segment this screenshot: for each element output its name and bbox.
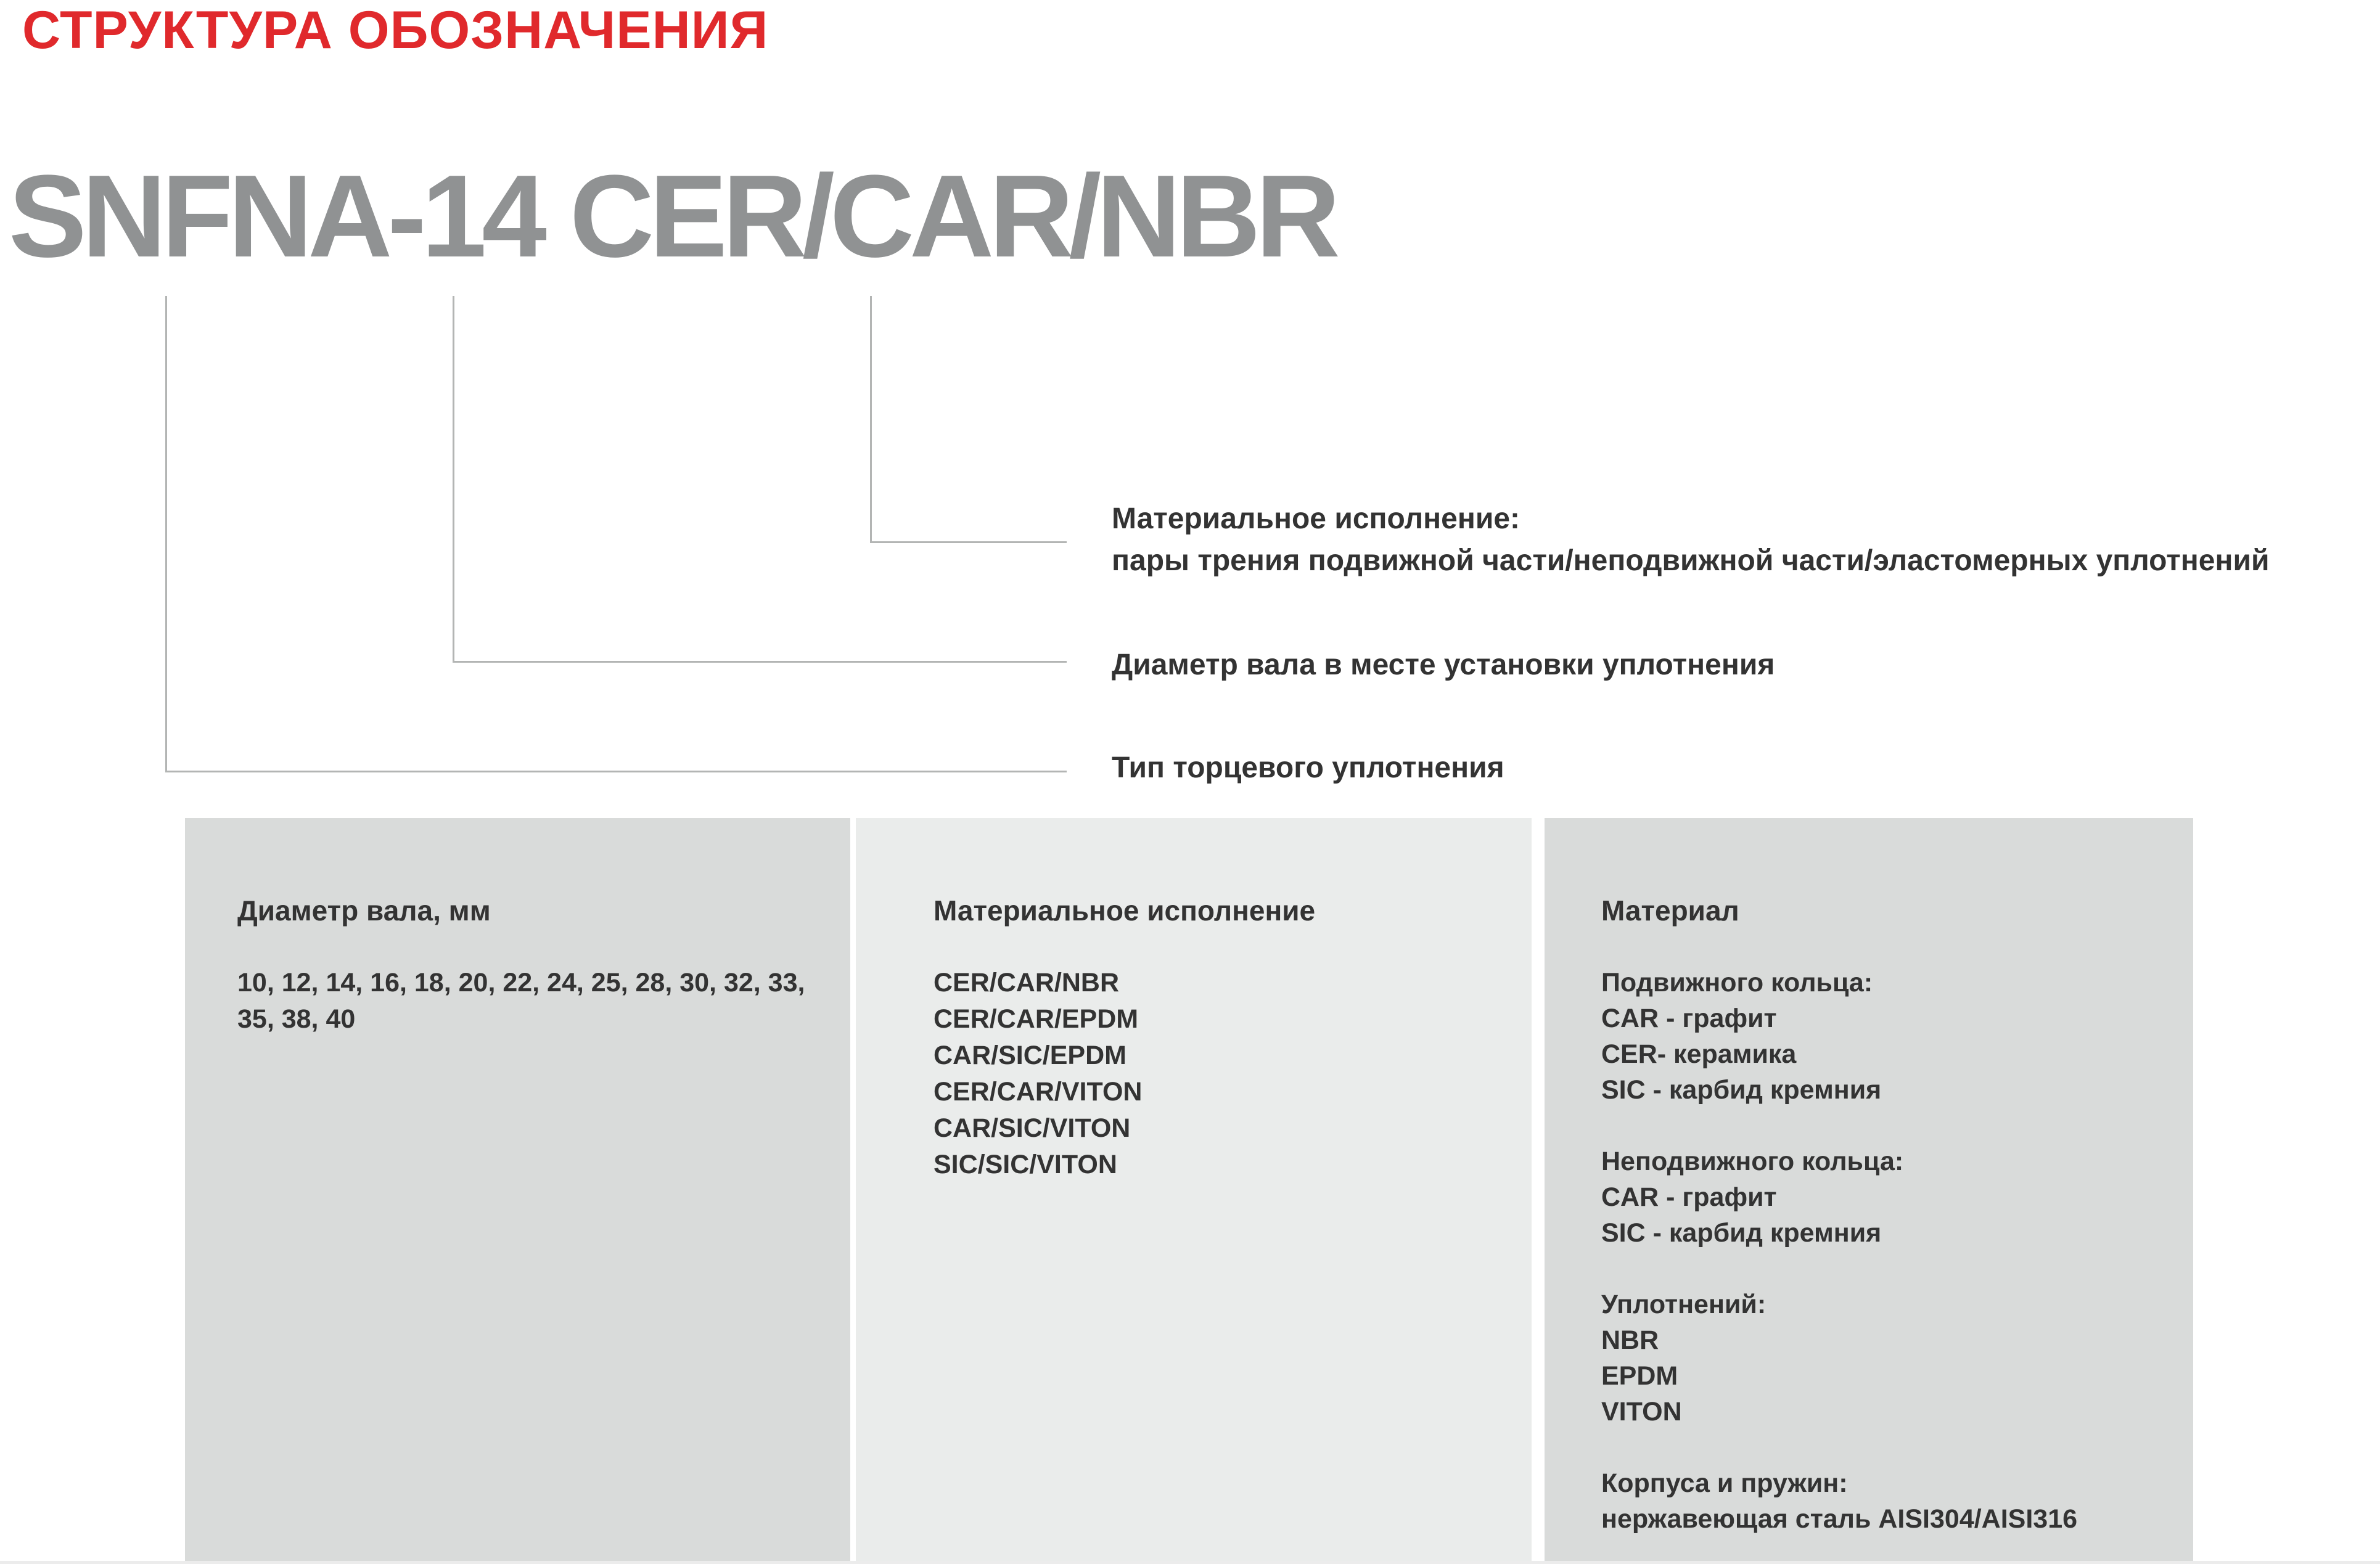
callout-label-shaft-diameter-line1: Диаметр вала в месте установки уплотнения xyxy=(1112,649,1775,681)
spec-line: CER/CAR/EPDM xyxy=(934,1004,1139,1034)
spec-box-material xyxy=(1545,818,2193,1561)
spec-line: CER/CAR/VITON xyxy=(934,1077,1143,1107)
spec-box-material-lines xyxy=(1601,965,2175,1537)
callout-label-seal-type-line1: Тип торцевого уплотнения xyxy=(1112,751,1504,784)
spec-line: CER- керамика xyxy=(1601,1039,1797,1069)
spec-line: CER/CAR/NBR xyxy=(934,968,1119,997)
spec-line: VITON xyxy=(1601,1397,1682,1427)
callout-label-material-execution xyxy=(1112,498,2269,582)
spec-box-shaft-diameter xyxy=(185,818,850,1561)
callout-line-seal-type-vertical xyxy=(165,296,167,772)
page-bottom-divider xyxy=(0,1561,2380,1564)
callout-label-shaft-diameter xyxy=(1112,644,1775,686)
spec-line: Подвижного кольца: xyxy=(1601,968,1873,997)
spec-line: NBR xyxy=(1601,1325,1659,1355)
page-title: СТРУКТУРА ОБОЗНАЧЕНИЯ xyxy=(22,1,769,60)
callout-line-seal-type-horizontal xyxy=(165,771,1067,772)
callout-line-material-execution-vertical xyxy=(870,296,872,543)
spec-box-material-execution-header: Материальное исполнение xyxy=(934,895,1316,927)
spec-line: 10, 12, 14, 16, 18, 20, 22, 24, 25, 28, 30, 32, 33, xyxy=(237,968,805,997)
spec-line-spacer xyxy=(1601,1108,2175,1144)
spec-line: Неподвижного кольца: xyxy=(1601,1147,1904,1176)
spec-line: 35, 38, 40 xyxy=(237,1004,356,1034)
spec-line-spacer xyxy=(1601,1430,2175,1465)
spec-box-shaft-diameter-lines xyxy=(237,965,832,1038)
callout-line-material-execution-horizontal xyxy=(870,541,1067,543)
spec-line: SIC - карбид кремния xyxy=(1601,1075,1882,1105)
spec-line: EPDM xyxy=(1601,1361,1678,1391)
spec-line: SIC/SIC/VITON xyxy=(934,1150,1117,1179)
spec-line: CAR - графит xyxy=(1601,1182,1777,1212)
callout-label-material-execution-line2: пары трения подвижной части/неподвижной части/эластомерных уплотнений xyxy=(1112,544,2270,577)
spec-line-spacer xyxy=(1601,1251,2175,1287)
spec-line: Корпуса и пружин: xyxy=(1601,1468,1848,1498)
spec-line: CAR - графит xyxy=(1601,1004,1777,1033)
spec-line: Уплотнений: xyxy=(1601,1290,1767,1319)
spec-box-shaft-diameter-header: Диаметр вала, мм xyxy=(237,895,491,927)
spec-line: SIC - карбид кремния xyxy=(1601,1218,1882,1248)
spec-line: нержавеющая сталь AISI304/AISI316 xyxy=(1601,1504,2078,1534)
spec-line: CAR/SIC/VITON xyxy=(934,1113,1131,1143)
spec-box-material-header: Материал xyxy=(1601,895,1739,927)
designation-code: SNFNA-14 CER/CAR/NBR xyxy=(9,151,1336,282)
spec-box-material-execution-lines xyxy=(934,965,1513,1183)
callout-label-material-execution-line1: Материальное исполнение: xyxy=(1112,502,1520,535)
callout-label-seal-type xyxy=(1112,747,1504,789)
spec-box-material-execution xyxy=(856,818,1532,1561)
callout-line-shaft-diameter-horizontal xyxy=(453,661,1067,663)
spec-line: CAR/SIC/EPDM xyxy=(934,1041,1126,1070)
callout-line-shaft-diameter-vertical xyxy=(453,296,454,663)
